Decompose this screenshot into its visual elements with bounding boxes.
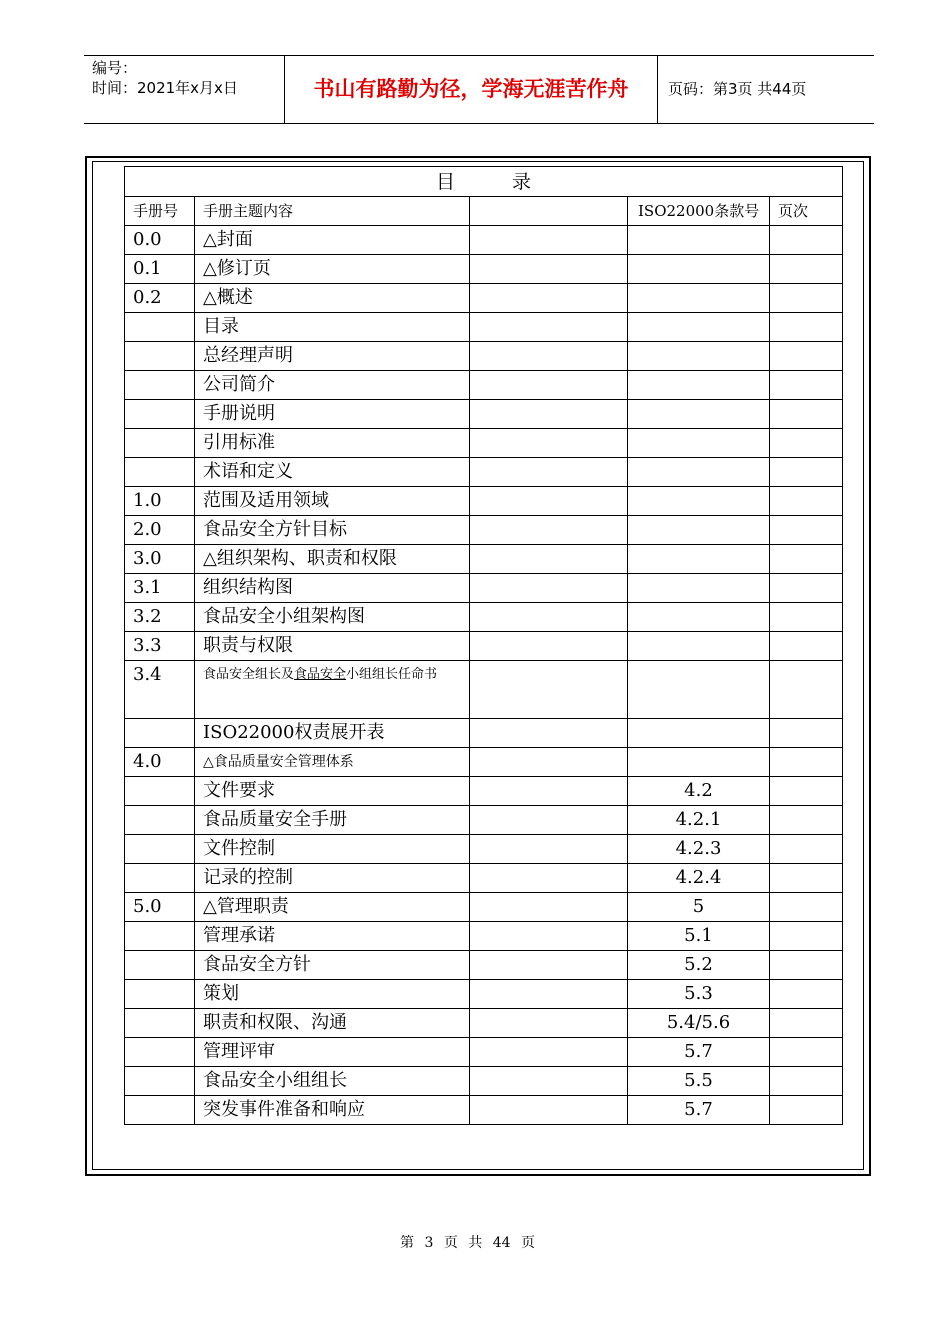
cell-manual-no: 3.2	[125, 603, 195, 632]
cell-page	[770, 1096, 843, 1125]
cell-page	[770, 371, 843, 400]
cell-manual-no	[125, 922, 195, 951]
cell-page	[770, 951, 843, 980]
cell-manual-no	[125, 400, 195, 429]
table-row	[125, 748, 843, 777]
cell-topic: △封面	[195, 226, 470, 255]
cell-blank	[470, 429, 628, 458]
toc-title-row	[125, 167, 843, 197]
cell-page	[770, 255, 843, 284]
cell-clause	[628, 574, 770, 603]
toc-table	[124, 166, 843, 1125]
cell-topic: △概述	[195, 284, 470, 313]
page-header	[84, 55, 874, 124]
table-row	[125, 284, 843, 313]
cell-page	[770, 748, 843, 777]
cell-blank	[470, 835, 628, 864]
cell-blank	[470, 951, 628, 980]
cell-clause	[628, 487, 770, 516]
cell-blank	[470, 719, 628, 748]
cell-clause: 5.3	[628, 980, 770, 1009]
cell-blank	[470, 980, 628, 1009]
table-row	[125, 806, 843, 835]
cell-manual-no	[125, 342, 195, 371]
table-row	[125, 487, 843, 516]
cell-topic: 食品安全方针	[195, 951, 470, 980]
cell-clause	[628, 719, 770, 748]
cell-blank	[470, 777, 628, 806]
cell-clause	[628, 516, 770, 545]
cell-topic: 组织结构图	[195, 574, 470, 603]
cell-topic: △食品质量安全管理体系	[195, 748, 470, 777]
cell-blank	[470, 574, 628, 603]
cell-clause	[628, 545, 770, 574]
table-row	[125, 835, 843, 864]
cell-topic: 突发事件准备和响应	[195, 1096, 470, 1125]
cell-topic: 范围及适用领域	[195, 487, 470, 516]
cell-page	[770, 661, 843, 719]
table-row	[125, 1009, 843, 1038]
cell-clause: 4.2.1	[628, 806, 770, 835]
table-row	[125, 980, 843, 1009]
cell-clause: 5.1	[628, 922, 770, 951]
cell-clause: 5.5	[628, 1067, 770, 1096]
table-row	[125, 516, 843, 545]
footer-di: 第	[400, 1235, 414, 1251]
cell-manual-no: 1.0	[125, 487, 195, 516]
cell-topic: 食品质量安全手册	[195, 806, 470, 835]
table-row	[125, 922, 843, 951]
header-meta	[84, 56, 284, 123]
cell-manual-no	[125, 980, 195, 1009]
cell-blank	[470, 893, 628, 922]
cell-page	[770, 632, 843, 661]
cell-manual-no: 3.1	[125, 574, 195, 603]
col-header-blank	[470, 197, 628, 226]
cell-clause	[628, 226, 770, 255]
cell-clause	[628, 603, 770, 632]
cell-blank	[470, 545, 628, 574]
table-row	[125, 545, 843, 574]
table-row	[125, 1096, 843, 1125]
cell-blank	[470, 1009, 628, 1038]
cell-page	[770, 1009, 843, 1038]
cell-topic: 文件要求	[195, 777, 470, 806]
cell-page	[770, 400, 843, 429]
cell-blank	[470, 342, 628, 371]
cell-blank	[470, 603, 628, 632]
cell-topic: 职责和权限、沟通	[195, 1009, 470, 1038]
cell-topic: 食品安全小组组长	[195, 1067, 470, 1096]
cell-clause: 5.2	[628, 951, 770, 980]
cell-manual-no	[125, 1067, 195, 1096]
header-page-info: 页码：第3页 共44页	[668, 80, 807, 98]
cell-blank	[470, 226, 628, 255]
cell-blank	[470, 371, 628, 400]
document-time-label: 时间：2021年x月x日	[92, 79, 238, 97]
table-row	[125, 661, 843, 719]
cell-page	[770, 574, 843, 603]
cell-manual-no	[125, 777, 195, 806]
cell-clause	[628, 400, 770, 429]
cell-clause: 5.7	[628, 1038, 770, 1067]
footer-ye-2: 页	[521, 1235, 536, 1251]
topic-part: 食品安全组长及	[203, 667, 295, 682]
topic-part: 食品安全	[294, 667, 347, 682]
table-row	[125, 777, 843, 806]
cell-blank	[470, 284, 628, 313]
cell-page	[770, 835, 843, 864]
cell-blank	[470, 458, 628, 487]
table-row	[125, 342, 843, 371]
cell-clause: 4.2.3	[628, 835, 770, 864]
document-number-label: 编号：	[92, 59, 138, 77]
cell-manual-no: 0.2	[125, 284, 195, 313]
cell-blank	[470, 255, 628, 284]
cell-clause	[628, 632, 770, 661]
table-row	[125, 864, 843, 893]
cell-topic: 管理承诺	[195, 922, 470, 951]
cell-topic: 总经理声明	[195, 342, 470, 371]
cell-clause	[628, 429, 770, 458]
cell-page	[770, 719, 843, 748]
cell-blank	[470, 661, 628, 719]
cell-blank	[470, 516, 628, 545]
cell-manual-no: 5.0	[125, 893, 195, 922]
cell-page	[770, 313, 843, 342]
cell-clause: 5.4/5.6	[628, 1009, 770, 1038]
cell-clause	[628, 371, 770, 400]
cell-topic: 术语和定义	[195, 458, 470, 487]
cell-topic: △管理职责	[195, 893, 470, 922]
cell-clause	[628, 748, 770, 777]
footer-total-pages: 44	[492, 1235, 511, 1251]
footer-gong: 共	[468, 1235, 483, 1251]
table-row	[125, 719, 843, 748]
table-row	[125, 255, 843, 284]
cell-blank	[470, 487, 628, 516]
cell-topic: △组织架构、职责和权限	[195, 545, 470, 574]
cell-topic: 目录	[195, 313, 470, 342]
table-row	[125, 1038, 843, 1067]
cell-clause	[628, 255, 770, 284]
col-header-clause: ISO22000条款号	[628, 197, 770, 226]
col-header-manual-no: 手册号	[125, 197, 195, 226]
cell-blank	[470, 313, 628, 342]
cell-manual-no	[125, 458, 195, 487]
cell-page	[770, 458, 843, 487]
footer-ye: 页	[443, 1235, 458, 1251]
cell-page	[770, 806, 843, 835]
toc-title: 目 录	[125, 167, 843, 197]
cell-page	[770, 516, 843, 545]
cell-manual-no	[125, 719, 195, 748]
cell-manual-no	[125, 806, 195, 835]
footer-page-number: 3	[424, 1235, 434, 1251]
cell-clause: 5	[628, 893, 770, 922]
cell-manual-no: 3.3	[125, 632, 195, 661]
cell-clause	[628, 342, 770, 371]
cell-manual-no	[125, 1096, 195, 1125]
cell-topic: 文件控制	[195, 835, 470, 864]
cell-manual-no	[125, 1009, 195, 1038]
toc-header-row	[125, 197, 843, 226]
cell-page	[770, 980, 843, 1009]
cell-topic: 食品安全小组架构图	[195, 603, 470, 632]
table-row	[125, 429, 843, 458]
header-motto: 书山有路勤为径，学海无涯苦作舟	[284, 56, 658, 123]
cell-manual-no: 3.4	[125, 661, 195, 719]
table-row	[125, 313, 843, 342]
cell-manual-no: 4.0	[125, 748, 195, 777]
col-header-page: 页次	[770, 197, 843, 226]
cell-topic: △修订页	[195, 255, 470, 284]
cell-page	[770, 603, 843, 632]
table-row	[125, 400, 843, 429]
table-row	[125, 893, 843, 922]
cell-page	[770, 487, 843, 516]
cell-topic: 记录的控制	[195, 864, 470, 893]
cell-page	[770, 429, 843, 458]
cell-manual-no: 2.0	[125, 516, 195, 545]
cell-topic: 食品安全方针目标	[195, 516, 470, 545]
cell-manual-no	[125, 371, 195, 400]
cell-blank	[470, 864, 628, 893]
cell-blank	[470, 748, 628, 777]
table-row	[125, 574, 843, 603]
col-header-topic: 手册主题内容	[195, 197, 470, 226]
cell-manual-no	[125, 864, 195, 893]
cell-page	[770, 284, 843, 313]
cell-topic: 手册说明	[195, 400, 470, 429]
cell-page	[770, 864, 843, 893]
cell-page	[770, 922, 843, 951]
cell-blank	[470, 1096, 628, 1125]
cell-manual-no: 0.0	[125, 226, 195, 255]
cell-topic	[195, 661, 470, 719]
cell-page	[770, 545, 843, 574]
cell-clause: 4.2.4	[628, 864, 770, 893]
cell-clause	[628, 284, 770, 313]
topic-part: 小组组长任命书	[346, 667, 438, 682]
table-row	[125, 371, 843, 400]
cell-blank	[470, 1067, 628, 1096]
cell-topic: ISO22000权责展开表	[195, 719, 470, 748]
cell-manual-no: 3.0	[125, 545, 195, 574]
cell-manual-no	[125, 429, 195, 458]
cell-page	[770, 342, 843, 371]
cell-blank	[470, 1038, 628, 1067]
table-row	[125, 603, 843, 632]
cell-blank	[470, 400, 628, 429]
cell-page	[770, 226, 843, 255]
cell-manual-no	[125, 313, 195, 342]
cell-clause	[628, 458, 770, 487]
cell-topic: 引用标准	[195, 429, 470, 458]
cell-manual-no: 0.1	[125, 255, 195, 284]
cell-clause	[628, 661, 770, 719]
table-row	[125, 951, 843, 980]
cell-blank	[470, 632, 628, 661]
cell-clause: 4.2	[628, 777, 770, 806]
cell-topic: 管理评审	[195, 1038, 470, 1067]
cell-page	[770, 893, 843, 922]
table-row	[125, 226, 843, 255]
cell-topic: 职责与权限	[195, 632, 470, 661]
cell-manual-no	[125, 951, 195, 980]
cell-clause	[628, 313, 770, 342]
cell-manual-no	[125, 835, 195, 864]
cell-page	[770, 1067, 843, 1096]
cell-clause: 5.7	[628, 1096, 770, 1125]
cell-blank	[470, 922, 628, 951]
cell-topic: 策划	[195, 980, 470, 1009]
cell-manual-no	[125, 1038, 195, 1067]
cell-page	[770, 777, 843, 806]
cell-blank	[470, 806, 628, 835]
page-footer	[0, 1232, 950, 1252]
cell-page	[770, 1038, 843, 1067]
table-row	[125, 1067, 843, 1096]
table-row	[125, 632, 843, 661]
table-row	[125, 458, 843, 487]
cell-topic: 公司简介	[195, 371, 470, 400]
